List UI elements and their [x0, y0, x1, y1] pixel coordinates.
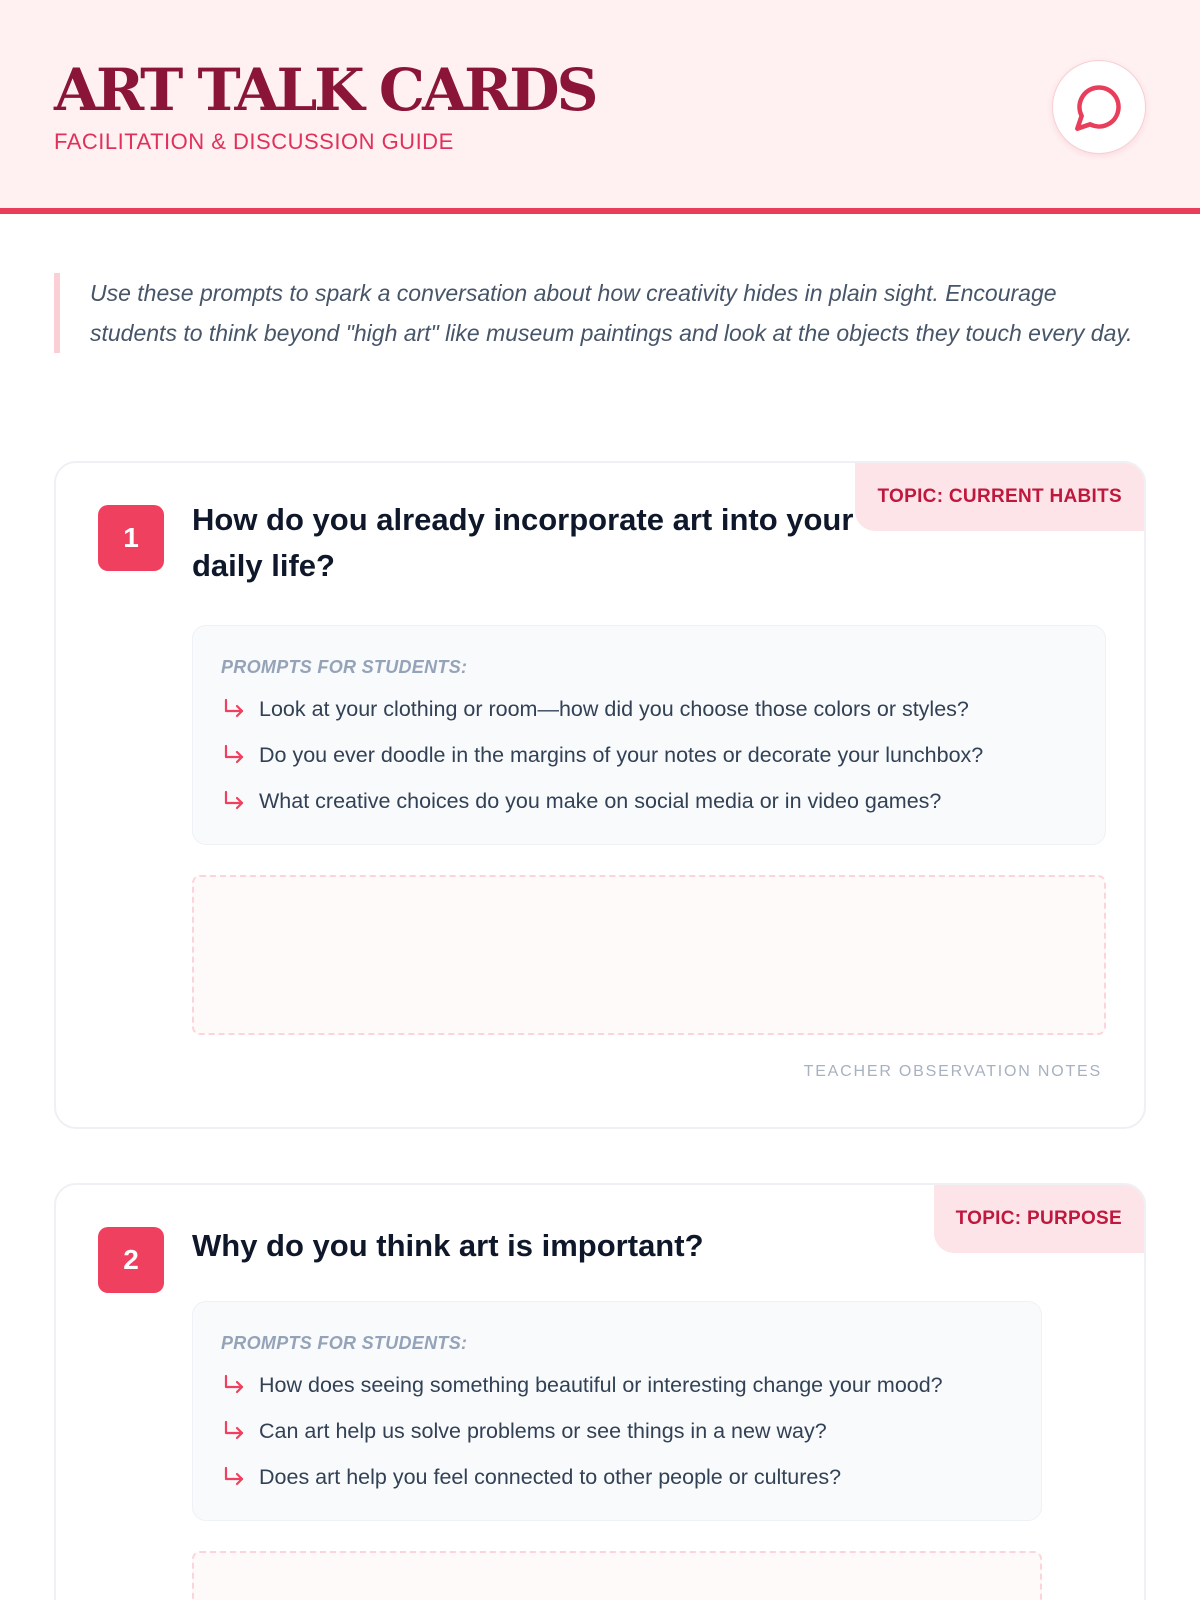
- prompt-item: [221, 686, 1077, 732]
- prompts-box: [192, 1301, 1042, 1521]
- arrow-turn-down-right-icon: [221, 697, 259, 721]
- talk-card: [54, 461, 1146, 1129]
- prompt-text: What creative choices do you make on social media or in video games?: [259, 788, 942, 813]
- teacher-notes-area[interactable]: [192, 1551, 1042, 1600]
- arrow-turn-down-right-icon: [221, 743, 259, 767]
- prompt-text: How does seeing something beautiful or interesting change your mood?: [259, 1372, 943, 1397]
- teacher-notes-area[interactable]: [192, 875, 1106, 1035]
- prompt-item: [221, 1362, 1013, 1408]
- card-question: Why do you think art is important?: [192, 1228, 704, 1263]
- page-subtitle: FACILITATION & DISCUSSION GUIDE: [54, 129, 454, 154]
- prompts-label: PROMPTS FOR STUDENTS:: [221, 1333, 468, 1353]
- arrow-turn-down-right-icon: [221, 1465, 259, 1489]
- arrow-turn-down-right-icon: [221, 1373, 259, 1397]
- page-title: ART TALK CARDS: [54, 56, 596, 124]
- card-question: How do you already incorporate art into your daily life?: [192, 502, 854, 583]
- notes-label: TEACHER OBSERVATION NOTES: [803, 1063, 1102, 1080]
- prompt-item: [221, 778, 1077, 824]
- arrow-turn-down-right-icon: [221, 789, 259, 813]
- arrow-turn-down-right-icon: [221, 1419, 259, 1443]
- topic-tag: TOPIC: CURRENT HABITS: [855, 463, 1144, 531]
- prompt-text: Do you ever doodle in the margins of your notes or decorate your lunchbox?: [259, 742, 984, 767]
- intro-text: Use these prompts to spark a conversation about how creativity hides in plain sight. Encourage students to think beyond "high art" like museum paintings and look at the objects they touch every day.: [54, 273, 1144, 353]
- talk-card: [54, 1183, 1146, 1600]
- prompt-text: Can art help us solve problems or see things in a new way?: [259, 1418, 827, 1443]
- prompt-item: [221, 1408, 1013, 1454]
- chat-bubble-icon: [1073, 81, 1125, 133]
- prompts-label: PROMPTS FOR STUDENTS:: [221, 657, 468, 677]
- topic-tag: TOPIC: PURPOSE: [934, 1185, 1144, 1253]
- card-number-badge: 1: [98, 505, 164, 571]
- prompts-box: [192, 625, 1106, 845]
- prompt-text: Does art help you feel connected to other people or cultures?: [259, 1464, 842, 1489]
- chat-button[interactable]: [1052, 60, 1146, 154]
- prompt-item: [221, 732, 1077, 778]
- card-number-badge: 2: [98, 1227, 164, 1293]
- prompt-text: Look at your clothing or room—how did you choose those colors or styles?: [259, 696, 969, 721]
- page-header: [0, 0, 1200, 214]
- prompt-item: [221, 1454, 1013, 1500]
